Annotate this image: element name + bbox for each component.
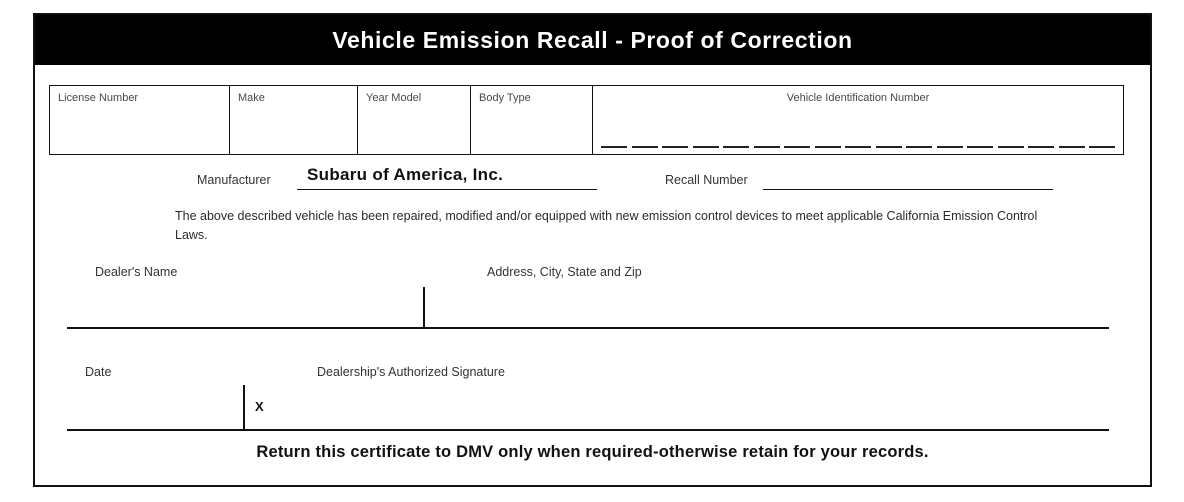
- vin-slot[interactable]: [845, 146, 871, 148]
- table-cell-make[interactable]: [230, 86, 358, 154]
- certificate-body: [35, 65, 1150, 489]
- correction-statement: The above described vehicle has been repaired, modified and/or equipped with new emission control devices to meet applicable California Emission Control Laws.: [175, 209, 1038, 243]
- vin-slot[interactable]: [876, 146, 902, 148]
- signature-marker: X: [255, 399, 264, 414]
- page-title: Vehicle Emission Recall - Proof of Correction: [332, 26, 853, 53]
- column-header-year-model: Year Model: [366, 92, 422, 104]
- vin-slot[interactable]: [815, 146, 841, 148]
- date-caption: Date: [85, 365, 112, 379]
- dealer-name-caption: Dealer's Name: [95, 265, 178, 279]
- vehicle-info-table: [49, 85, 1124, 155]
- recall-number-label: Recall Number: [665, 173, 748, 187]
- vin-slot[interactable]: [937, 146, 963, 148]
- recall-number-field[interactable]: [763, 189, 1053, 190]
- date-signature-rule[interactable]: [67, 429, 1109, 431]
- vin-character-slots[interactable]: [601, 146, 1115, 148]
- vin-slot[interactable]: [998, 146, 1024, 148]
- manufacturer-row: [35, 165, 1150, 193]
- vin-slot[interactable]: [754, 146, 780, 148]
- manufacturer-value: Subaru of America, Inc.: [307, 165, 504, 184]
- vin-slot[interactable]: [723, 146, 749, 148]
- signature-caption: Dealership's Authorized Signature: [317, 365, 505, 379]
- dealer-field-divider: [423, 287, 425, 329]
- column-header-license-number: License Number: [58, 92, 139, 104]
- manufacturer-label: Manufacturer: [197, 173, 271, 187]
- vin-slot[interactable]: [1089, 146, 1115, 148]
- vin-slot[interactable]: [967, 146, 993, 148]
- vin-slot[interactable]: [1059, 146, 1085, 148]
- title-banner: [35, 15, 1150, 65]
- table-cell-vin[interactable]: [593, 86, 1123, 154]
- vin-slot[interactable]: [693, 146, 719, 148]
- column-header-body-type: Body Type: [479, 92, 531, 104]
- column-header-vin: Vehicle Identification Number: [786, 92, 930, 104]
- table-cell-body-type[interactable]: [471, 86, 593, 154]
- column-header-make: Make: [238, 92, 265, 104]
- manufacturer-rule: [297, 189, 597, 190]
- vin-slot[interactable]: [784, 146, 810, 148]
- vin-slot[interactable]: [601, 146, 627, 148]
- vin-slot[interactable]: [906, 146, 932, 148]
- table-cell-year-model[interactable]: [358, 86, 471, 154]
- vin-slot[interactable]: [632, 146, 658, 148]
- table-cell-license-number[interactable]: [50, 86, 230, 154]
- dealer-name-address-rule[interactable]: [67, 327, 1109, 329]
- footer-note: Return this certificate to DMV only when required-otherwise retain for your records.: [256, 443, 929, 461]
- certificate-frame: [33, 13, 1152, 487]
- signature-field-divider: [243, 385, 245, 429]
- vin-slot[interactable]: [662, 146, 688, 148]
- dealer-address-caption: Address, City, State and Zip: [487, 265, 642, 279]
- vin-slot[interactable]: [1028, 146, 1054, 148]
